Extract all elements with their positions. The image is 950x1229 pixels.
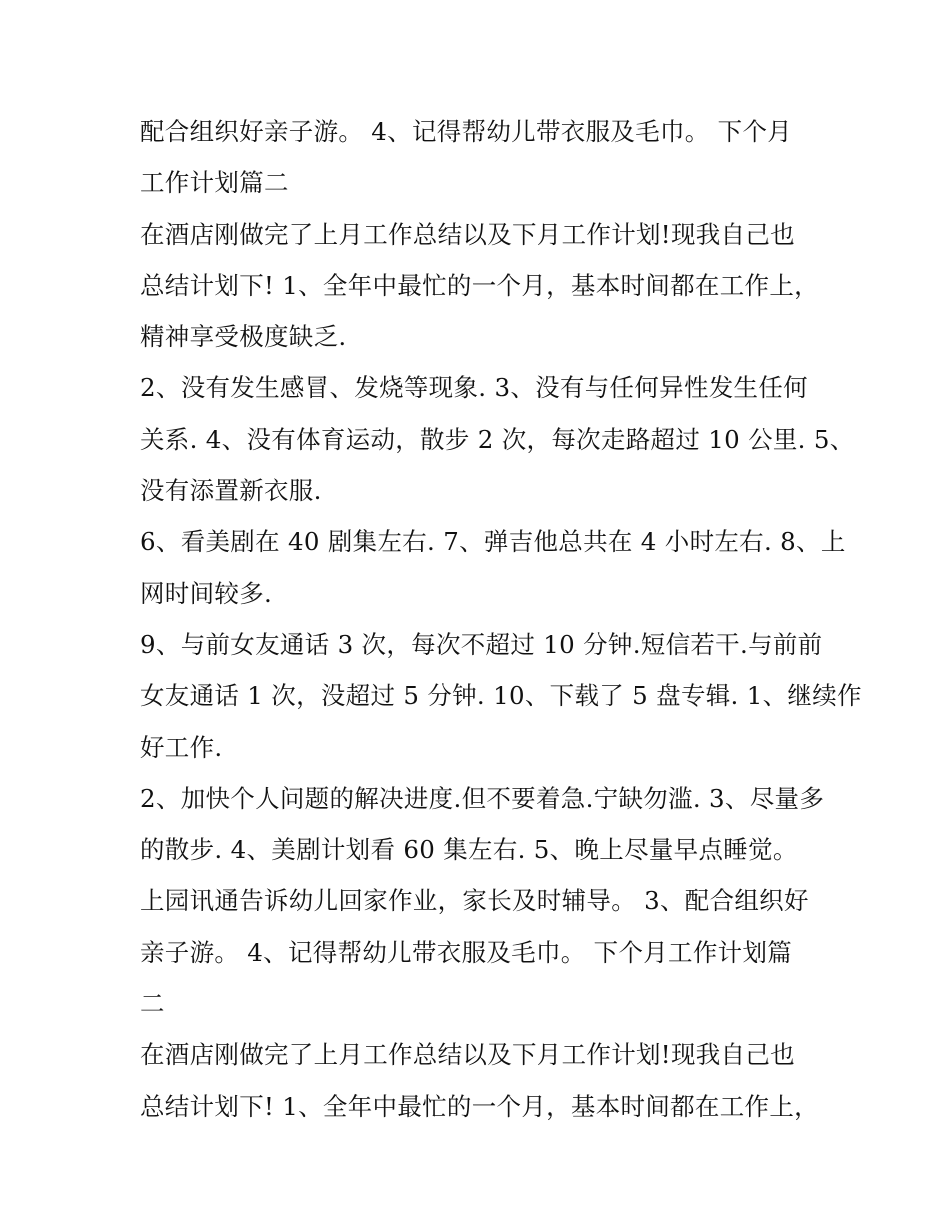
text-line: 精神享受极度缺乏. [140, 322, 347, 352]
text-line: 总结计划下! 1、全年中最忙的一个月，基本时间都在工作上， [140, 1091, 819, 1121]
text-line: 亲子游。 4、记得帮幼儿带衣服及毛巾。 下个月工作计划篇 [140, 937, 793, 967]
paragraph [140, 106, 820, 209]
text-line: 2、没有发生感冒、发烧等现象. 3、没有与任何异性发生任何 [140, 373, 808, 403]
text-line: 好工作. [140, 732, 223, 762]
paragraph [140, 1029, 820, 1132]
paragraph [140, 209, 820, 363]
text-line: 上园讯通告诉幼儿回家作业，家长及时辅导。 3、配合组织好 [140, 886, 809, 916]
paragraph [140, 773, 825, 876]
text-line: 女友通话 1 次，没超过 5 分钟. 10、下载了 5 盘专辑. 1、继续作 [140, 681, 862, 711]
text-line: 配合组织好亲子游。 4、记得帮幼儿带衣服及毛巾。 下个月 [140, 117, 793, 146]
text-line: 关系. 4、没有体育运动，散步 2 次，每次走路超过 10 公里. 5、 [140, 424, 855, 454]
text-line: 总结计划下! 1、全年中最忙的一个月，基本时间都在工作上， [140, 270, 819, 300]
paragraph [140, 619, 862, 773]
text-line: 二 [140, 989, 165, 1019]
text-line: 工作计划篇二 [140, 168, 289, 198]
text-line: 网时间较多. [140, 578, 273, 608]
text-line: 在酒店刚做完了上月工作总结以及下月工作计划!现我自己也 [140, 1040, 795, 1070]
document-body [140, 106, 862, 1132]
paragraph [140, 516, 846, 619]
text-line: 9、与前女友通话 3 次，每次不超过 10 分钟.短信若干.与前前 [140, 629, 823, 659]
text-line: 6、看美剧在 40 剧集左右. 7、弹吉他总共在 4 小时左右. 8、上 [140, 527, 846, 557]
text-line: 在酒店刚做完了上月工作总结以及下月工作计划!现我自己也 [140, 219, 795, 249]
paragraph [140, 362, 855, 516]
text-line: 没有添置新衣服. [140, 476, 322, 506]
text-line: 2、加快个人问题的解决进度.但不要着急.宁缺勿滥. 3、尽量多 [140, 783, 825, 813]
text-line: 的散步. 4、美剧计划看 60 集左右. 5、晚上尽量早点睡觉。 [140, 835, 798, 865]
paragraph [140, 875, 820, 1029]
